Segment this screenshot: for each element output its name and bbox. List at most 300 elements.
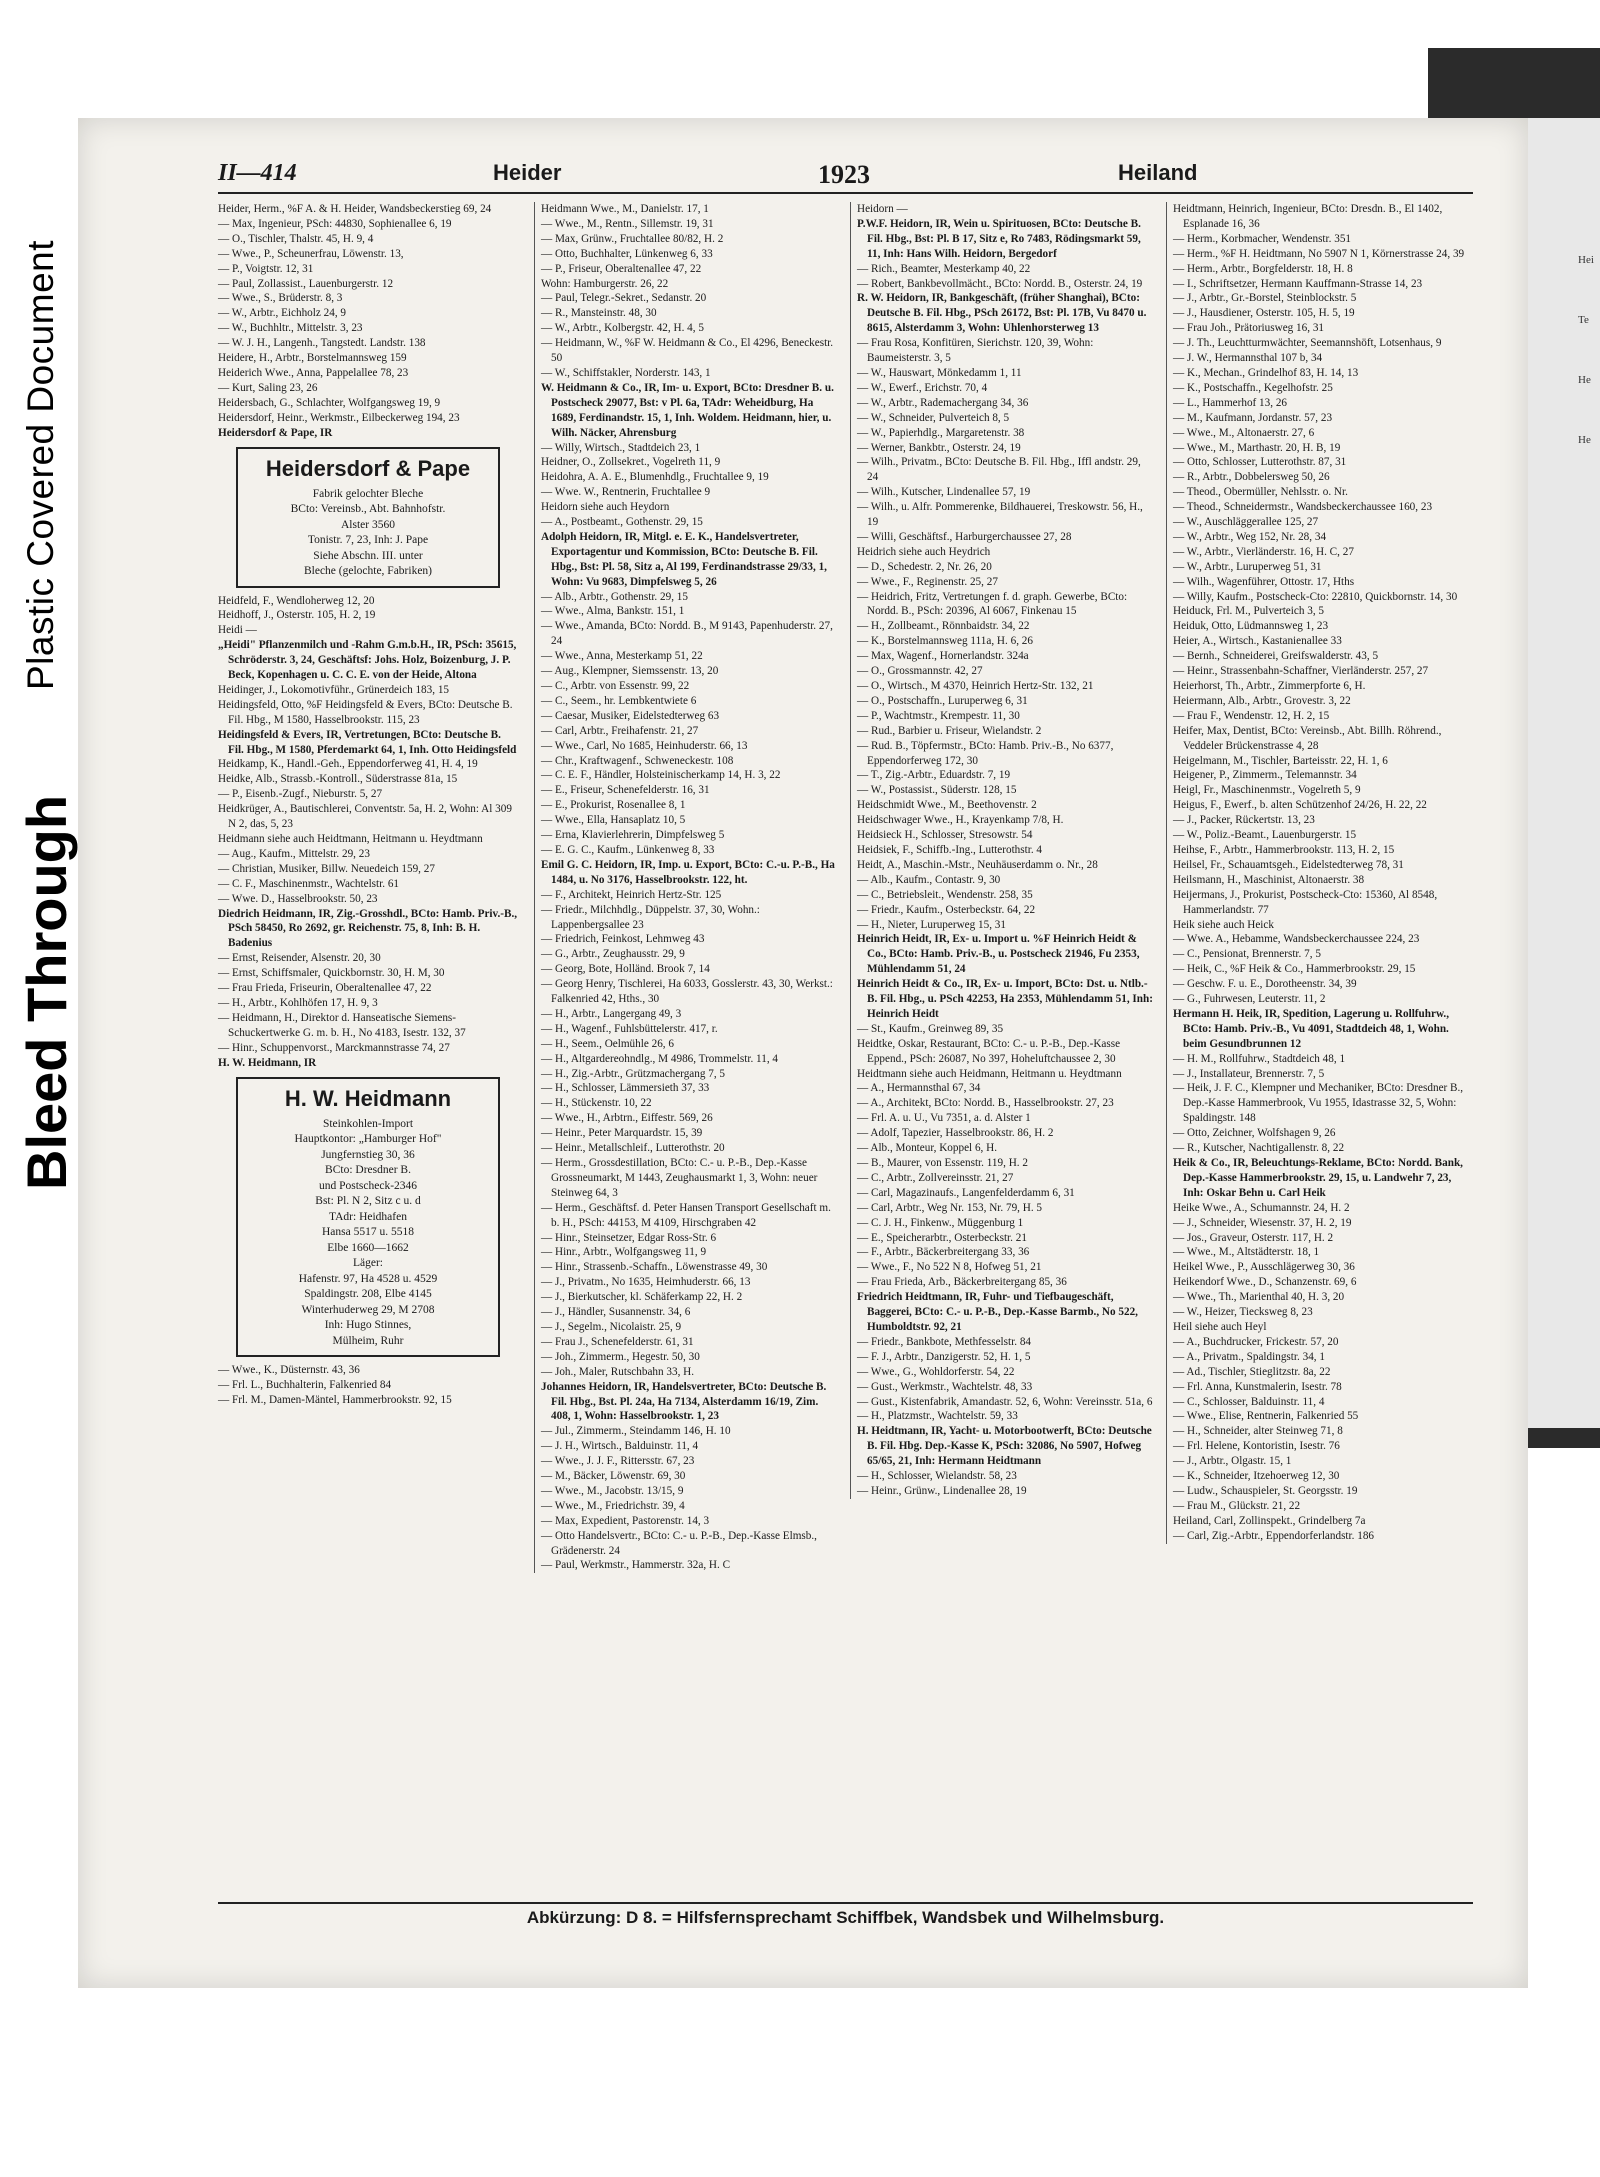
directory-entry: — St., Kaufm., Greinweg 89, 35 <box>857 1022 1004 1035</box>
directory-entry: Heidsiek, F., Schiffb.-Ing., Lutterothstr. 4 <box>857 843 1043 856</box>
directory-entry: Wohn: Hamburgerstr. 26, 22 <box>541 277 669 290</box>
page-header <box>218 158 1473 194</box>
header-year: 1923 <box>818 160 870 189</box>
directory-entry: — Hinr., Steinsetzer, Edgar Ross-Str. 6 <box>541 1231 717 1244</box>
directory-entry: — Jul., Zimmerm., Steindamm 146, H. 10 <box>541 1425 731 1438</box>
directory-entry: — Wwe., Th., Marienthal 40, H. 3, 20 <box>1173 1291 1345 1304</box>
directory-entry: Friedrich Heidtmann, IR, Fuhr- und Tiefbaugeschäft, Baggerei, BCto: C.- u. P.-B., Dep.-Kasse Barmb., No 522, Humboldtstr. 92, 21 <box>857 1291 1138 1333</box>
advertisement-line: TAdr: Heidhafen <box>329 1210 407 1223</box>
advertisement-line: BCto: Vereinsb., Abt. Bahnhofstr. <box>290 503 446 515</box>
directory-entry: — Georg, Bote, Holländ. Brook 7, 14 <box>541 963 710 976</box>
directory-entry: — Wwe., M., Altonaerstr. 27, 6 <box>1173 426 1315 439</box>
directory-entry: — Hinr., Schuppenvorst., Marckmannstrasse 74, 27 <box>218 1041 450 1054</box>
directory-entry: — C. E. F., Händler, Holsteinischerkamp 14, H. 3, 22 <box>541 769 781 782</box>
directory-entry: — Wwe., H., Arbtrn., Eiffestr. 569, 26 <box>541 1112 713 1125</box>
directory-entry: — J., Schneider, Wiesenstr. 37, H. 2, 19 <box>1173 1216 1352 1229</box>
directory-entry: H. Heidtmann, IR, Yacht- u. Motorbootwerft, BCto: Deutsche B. Fil. Hbg. Dep.-Kasse K, PSch: 32086, No 5907, Hofweg 65/65, 21, Inh: Hermann Heidtmann <box>857 1425 1152 1468</box>
directory-entry: — Wwe., K., Düsternstr. 43, 36 <box>218 1364 360 1376</box>
directory-entry: — Wwe., P., Scheunerfrau, Löwenstr. 13, <box>218 247 404 260</box>
directory-entry: — W., Hauswart, Mönkedamm 1, 11 <box>857 366 1022 379</box>
directory-entry: — F., Arbtr., Bäckerbreitergang 33, 36 <box>857 1246 1030 1259</box>
advertisement-line: Steinkohlen-Import <box>322 1117 414 1130</box>
directory-entry: P.W.F. Heidorn, IR, Wein u. Spirituosen, BCto: Deutsche B. Fil. Hbg., Bst: Pl. B 17, Sitz e, Ro 7483, Rödingsmarkt 59, 11, Inh: Hans Wilh. Heidorn, Bergedorf <box>857 217 1141 260</box>
advertisement-line: Winterhuderweg 29, M 2708 <box>301 1303 435 1316</box>
advertisement-line: Inh: Hugo Stinnes, <box>324 1319 412 1331</box>
page-content <box>218 158 1473 1938</box>
directory-entry: — Jos., Graveur, Osterstr. 117, H. 2 <box>1173 1231 1334 1244</box>
directory-entry: Heidhoff, J., Osterstr. 105, H. 2, 19 <box>218 609 376 622</box>
directory-entry: — Frl. Anna, Kunstmalerin, Isestr. 78 <box>1173 1380 1342 1393</box>
directory-entry: — Otto, Buchhalter, Lünkenweg 6, 33 <box>541 247 713 260</box>
column-4 <box>1166 202 1473 1544</box>
directory-entry: — W., Buchhltr., Mittelstr. 3, 23 <box>218 322 363 335</box>
directory-entry: — Frau J., Schenefelderstr. 61, 31 <box>541 1335 694 1348</box>
directory-entry: — O., Postschaffn., Luruperweg 6, 31 <box>857 694 1028 707</box>
directory-entry: — Max, Grünw., Fruchtallee 80/82, H. 2 <box>541 232 724 245</box>
directory-entry: — Alb., Monteur, Koppel 6, H. <box>857 1142 998 1155</box>
directory-entry: — Carl, Zig.-Arbtr., Eppendorferlandstr. 186 <box>1173 1529 1375 1542</box>
advertisement-line: Spaldingstr. 208, Elbe 4145 <box>304 1288 432 1300</box>
directory-entry: — F., Architekt, Heinrich Hertz-Str. 125 <box>541 888 722 901</box>
header-left-word: Heider <box>493 160 562 185</box>
directory-entry: — M., Bäcker, Löwenstr. 69, 30 <box>541 1470 686 1483</box>
directory-entry: — J., Arbtr., Olgastr. 15, 1 <box>1173 1455 1292 1468</box>
directory-entry: — W., Arbtr., Weg 152, Nr. 28, 34 <box>1173 530 1327 543</box>
directory-entry: — W., Papierhdlg., Margaretenstr. 38 <box>857 426 1025 439</box>
directory-entry: Heikendorf Wwe., D., Schanzenstr. 69, 6 <box>1173 1276 1357 1289</box>
directory-entry: Heidersdorf, Heinr., Werkmstr., Eilbeckerweg 194, 23 <box>218 411 460 424</box>
directory-entry: — Kurt, Saling 23, 26 <box>218 381 318 394</box>
directory-entry: Heierhorst, Th., Arbtr., Zimmerpforte 6, H. <box>1173 680 1366 692</box>
adjacent-text-4: He <box>1578 434 1591 446</box>
directory-entry: — Wwe., Carl, No 1685, Heinhuderstr. 66, 13 <box>541 739 748 752</box>
directory-entry: — Ad., Tischler, Stieglitzstr. 8a, 22 <box>1173 1365 1331 1378</box>
directory-entry: — Paul, Werkmstr., Hammerstr. 32a, H. C <box>541 1559 731 1572</box>
directory-entry: — Herm., Geschäftsf. d. Peter Hansen Transport Gesellschaft m. b. H., PSch: 44153, M 4109, Hirschgraben 42 <box>541 1201 831 1229</box>
directory-entry: Heidmann siehe auch Heidtmann, Heitmann u. Heydtmann <box>218 833 483 845</box>
directory-entry: — Herm., Grossdestillation, BCto: C.- u. P.-B., Dep.-Kasse Grossneumarkt, M 1443, Zeughausmarkt 1, 3, Wohn: neuer Steinweg 64, 3 <box>541 1157 818 1199</box>
directory-entry: — H., Nieter, Luruperweg 15, 31 <box>857 918 1006 931</box>
directory-entry: — O., Tischler, Thalstr. 45, H. 9, 4 <box>218 232 374 245</box>
directory-entry: Heil siehe auch Heyl <box>1173 1320 1267 1333</box>
directory-entry: — A., Hermannsthal 67, 34 <box>857 1082 981 1095</box>
directory-entry: — F. J., Arbtr., Danzigerstr. 52, H. 1, 5 <box>857 1350 1031 1363</box>
directory-entry: — J. W., Hermannsthal 107 b, 34 <box>1173 352 1323 365</box>
directory-entry: — P., Voigtstr. 12, 31 <box>218 262 314 275</box>
directory-entry: — Ludw., Schauspieler, St. Georgsstr. 19 <box>1173 1484 1358 1497</box>
column-1 <box>218 202 518 1408</box>
directory-entry: — Hinr., Arbtr., Wolfgangsweg 11, 9 <box>541 1246 707 1259</box>
directory-entry: — Robert, Bankbevollmächt., BCto: Nordd. B., Osterstr. 24, 19 <box>857 277 1143 290</box>
directory-entry: Heidrich siehe auch Heydrich <box>857 545 991 558</box>
directory-entry: — G., Arbtr., Zeughausstr. 29, 9 <box>541 948 685 961</box>
directory-entry: — Wwe., M., Altstädterstr. 18, 1 <box>1173 1246 1320 1259</box>
directory-entry: — Wwe., Anna, Mesterkamp 51, 22 <box>541 650 703 663</box>
directory-entry: — Heinr., Metallschleif., Lutterothstr. 20 <box>541 1142 725 1155</box>
directory-entry: — Gust., Kistenfabrik, Amandastr. 52, 6, Wohn: Vereinsstr. 51a, 6 <box>857 1395 1153 1408</box>
directory-entry: — H., Platzmstr., Wachtelstr. 59, 33 <box>857 1410 1018 1423</box>
directory-entry: — Wwe., J. J. F., Rittersstr. 67, 23 <box>541 1455 695 1468</box>
directory-entry: Heigus, F., Ewerf., b. alten Schützenhof 24/26, H. 22, 22 <box>1173 799 1427 812</box>
directory-entry: — Herm., Arbtr., Borgfelderstr. 18, H. 8 <box>1173 262 1353 275</box>
directory-entry: — W. J. H., Langenh., Tangstedt. Landstr. 138 <box>218 337 426 350</box>
directory-entry: W. Heidmann & Co., IR, Im- u. Export, BCto: Dresdner B. u. Postscheck 29077, Bst: v Pl. 6a, TAdr: Weheidburg, Ha 1689, Ferdinandstr. 15, 1, Inh. Woldem. Heidmann, hier, u. Wilh. Näcker, Ahrensburg <box>541 381 834 439</box>
directory-entry: — Heik, C., %F Heik & Co., Hammerbrookstr. 29, 15 <box>1173 963 1416 976</box>
directory-entry: — C., Arbtr. von Essenstr. 99, 22 <box>541 680 690 692</box>
directory-entry: — W., Arbtr., Rademachergang 34, 36 <box>857 396 1029 409</box>
directory-entry: — K., Postschaffn., Kegelhofstr. 25 <box>1173 381 1333 394</box>
directory-entry: — C. J. H., Finkenw., Müggenburg 1 <box>857 1216 1024 1229</box>
directory-entry: — Frau Frieda, Friseurin, Oberaltenallee 47, 22 <box>218 982 432 995</box>
directory-entry: Heidtmann siehe auch Heidmann, Heitmann u. Heydtmann <box>857 1067 1122 1080</box>
footer-abbreviation: Abkürzung: D 8. = Hilfsfernsprechamt Schiffbek, Wandsbek und Wilhelmsburg. <box>218 1902 1473 1928</box>
page-number: II—414 <box>218 160 297 186</box>
directory-entry: — J., Bierkutscher, kl. Schäferkamp 22, H. 2 <box>541 1291 743 1304</box>
advertisement-line: Bleche (gelochte, Fabriken) <box>303 565 433 577</box>
directory-entry: — Alb., Kaufm., Contastr. 9, 30 <box>857 873 1001 886</box>
directory-entry: Heilsel, Fr., Schauamtsgeh., Eidelstedterweg 78, 31 <box>1173 858 1404 871</box>
directory-entry: — C., Pensionat, Brennerstr. 7, 5 <box>1173 948 1321 961</box>
directory-entry: — J., Segelm., Nicolaistr. 25, 9 <box>541 1320 682 1333</box>
directory-entry: Heidsieck H., Schlosser, Stresowstr. 54 <box>857 829 1033 842</box>
side-labels <box>0 150 80 1200</box>
directory-entry: — Heidmann, H., Direktor d. Hanseatische Siemens-Schuckertwerke G. m. b. H., No 4183, Isestr. 132, 37 <box>218 1011 466 1039</box>
directory-entry: — E. G. C., Kaufm., Lünkenweg 8, 33 <box>541 843 715 856</box>
directory-entry: — J., Hausdiener, Osterstr. 105, H. 5, 19 <box>1173 307 1355 320</box>
directory-entry: — Georg Henry, Tischlerei, Ha 6033, Gosslerstr. 43, 30, Werkst.: Falkenried 42, Hths., 30 <box>541 978 833 1006</box>
directory-entry: — Heinr., Peter Marquardstr. 15, 39 <box>541 1127 703 1140</box>
directory-entry: Heigener, P., Zimmerm., Telemannstr. 34 <box>1173 769 1357 782</box>
directory-entry: — H., Schlosser, Wielandstr. 58, 23 <box>857 1470 1017 1483</box>
column-3 <box>850 202 1153 1499</box>
directory-entry: — W., Schneider, Pulverteich 8, 5 <box>857 411 1010 424</box>
directory-entry: — Theod., Obermüller, Nehlsstr. o. Nr. <box>1173 486 1348 499</box>
directory-entry: — H., Arbtr., Kohlhöfen 17, H. 9, 3 <box>218 996 378 1009</box>
directory-entry: Heidschmidt Wwe., M., Beethovenstr. 2 <box>857 799 1037 812</box>
directory-entry: — Frl. Helene, Kontoristin, Isestr. 76 <box>1173 1440 1340 1453</box>
directory-entry: Heike Wwe., A., Schumannstr. 24, H. 2 <box>1173 1201 1350 1214</box>
plastic-covered-label: Plastic Covered Document <box>20 239 61 690</box>
directory-entry: — A., Buchdrucker, Frickestr. 57, 20 <box>1173 1335 1339 1348</box>
directory-entry: Heidkrüger, A., Bautischlerei, Conventstr. 5a, H. 2, Wohn: Al 309 N 2, das, 5, 23 <box>218 803 512 831</box>
directory-entry: — Paul, Zollassist., Lauenburgerstr. 12 <box>218 277 394 290</box>
directory-entry: — G., Fuhrwesen, Leuterstr. 11, 2 <box>1173 993 1326 1006</box>
directory-entry: — Joh., Maler, Rutschbahn 33, H. <box>541 1365 695 1378</box>
directory-entry: — Caesar, Musiker, Eidelstedterweg 63 <box>541 709 720 722</box>
directory-entry: — Chr., Kraftwagenf., Schweneckestr. 108 <box>541 754 734 767</box>
directory-entry: Heidersbach, G., Schlachter, Wolfgangsweg 19, 9 <box>218 396 441 409</box>
header-right-word: Heiland <box>1118 160 1198 185</box>
directory-entry: — H., Stückenstr. 10, 22 <box>541 1097 652 1110</box>
directory-entry: Heidschwager Wwe., H., Krayenkamp 7/8, H. <box>857 814 1064 827</box>
directory-entry: Diedrich Heidmann, IR, Zig.-Grosshdl., BCto: Hamb. Priv.-B., PSch 58450, Ro 2692, gr. Reichenstr. 75, 8, Inh: B. H. Badenius <box>218 907 518 950</box>
advertisement-box <box>236 1077 500 1358</box>
advertisement-line: und Postscheck-2346 <box>318 1179 418 1192</box>
directory-entry: — Willi, Geschäftsf., Harburgerchaussee 27, 28 <box>857 530 1072 543</box>
directory-entry: — Otto, Zeichner, Wolfshagen 9, 26 <box>1173 1127 1336 1140</box>
directory-entry: — Friedrich, Feinkost, Lehmweg 43 <box>541 933 705 946</box>
directory-entry: — Wwe., F., No 522 N 8, Hofweg 51, 21 <box>857 1261 1042 1274</box>
bleed-through-label: Bleed Through <box>15 794 78 1190</box>
advertisement-line: Bst: Pl. N 2, Sitz c u. d <box>315 1195 421 1207</box>
directory-entry: Johannes Heidorn, IR, Handelsvertreter, BCto: Deutsche B. Fil. Hbg., Bst. Pl. 24a, Ha 7134, Alsterdamm 16/19, Zim. 408, 1, Wohn: Hasselbrookstr. 1, 23 <box>541 1380 827 1423</box>
directory-entry: — J., Privatm., No 1635, Heimhuderstr. 66, 13 <box>541 1276 751 1289</box>
directory-entry: — Herm., Korbmacher, Wendenstr. 351 <box>1173 232 1352 245</box>
directory-entry: — Frl. A. u. U., Vu 7351, a. d. Alster 1 <box>857 1112 1031 1125</box>
directory-entry: — K., Schneider, Itzehoerweg 12, 30 <box>1173 1470 1340 1483</box>
advertisement-line: Alster 3560 <box>341 518 395 531</box>
directory-entry: — H., Arbtr., Langergang 49, 3 <box>541 1007 682 1020</box>
directory-entry: — Frau Frieda, Arb., Bäckerbreitergang 85, 36 <box>857 1276 1067 1289</box>
directory-entry: — Carl, Arbtr., Freihafenstr. 21, 27 <box>541 724 699 737</box>
directory-entry: — Friedr., Milchhdlg., Düppelstr. 37, 30, Wohn.: Lappenbergsallee 23 <box>541 903 760 931</box>
directory-entry: — C., Arbtr., Zollvereinsstr. 21, 27 <box>857 1171 1014 1184</box>
directory-entry: Hermann H. Heik, IR, Spedition, Lagerung u. Rollfuhrw., BCto: Hamb. Priv.-B., Vu 4091, Stadtdeich 48, 1, Wohn. beim Gesundbrunnen 12 <box>1173 1007 1449 1050</box>
directory-entry: — Carl, Magazinaufs., Langenfelderdamm 6, 31 <box>857 1186 1075 1199</box>
directory-entry: — Paul, Telegr.-Sekret., Sedanstr. 20 <box>541 292 707 305</box>
directory-entry: Heidmann Wwe., M., Danielstr. 17, 1 <box>541 203 709 215</box>
directory-entry: — J., Arbtr., Gr.-Borstel, Steinblockstr. 5 <box>1173 292 1357 305</box>
directory-entry: Heigelmann, M., Tischler, Barteisstr. 22, H. 1, 6 <box>1173 754 1388 767</box>
directory-entry: — W., Heizer, Tiecksweg 8, 23 <box>1173 1306 1313 1319</box>
directory-entry: Heilsmann, H., Maschinist, Altonaerstr. 38 <box>1173 873 1365 886</box>
directory-entry: — Wilh., Privatm., BCto: Deutsche B. Fil. Hbg., Iffl andstr. 29, 24 <box>857 456 1141 484</box>
advertisement-line: Jungfernstieg 30, 36 <box>321 1148 415 1161</box>
directory-entry: — Heik, J. F. C., Klempner und Mechaniker, BCto: Dresdner B., Dep.-Kasse Hammerbrook, Vu 1955, Idastrasse 32, 5, Wohn: Spaldingstr. 148 <box>1173 1082 1464 1125</box>
directory-entry: — Wwe., Alma, Bankstr. 151, 1 <box>541 605 685 618</box>
directory-entry: Adolph Heidorn, IR, Mitgl. e. E. K., Handelsvertreter, Exportagentur und Kommission, BCto: Deutsche B. Fil. Hbg., Bst: Pl. 58, Sitz a, Al 199, Ferdinandstrasse 29/33, 1, Wohn: Vu 9683, Dimpfelsweg 5, 26 <box>541 530 827 588</box>
directory-entry: Heifer, Max, Dentist, BCto: Vereinsb., Abt. Billh. Röhrend., Veddeler Brückenstrasse 4, 28 <box>1173 724 1442 752</box>
advertisement-line: Hansa 5517 u. 5518 <box>322 1226 414 1238</box>
directory-entry: — A., Architekt, BCto: Nordd. B., Hasselbrookstr. 27, 23 <box>857 1097 1114 1110</box>
directory-entry: — Aug., Klempner, Siemssenstr. 13, 20 <box>541 665 719 678</box>
directory-entry: — Frl. L., Buchhalterin, Falkenried 84 <box>218 1378 392 1391</box>
directory-entry: — Carl, Arbtr., Weg Nr. 153, Nr. 79, H. 5 <box>857 1201 1043 1214</box>
directory-entry: — A., Postbeamt., Gothenstr. 29, 15 <box>541 516 703 529</box>
directory-entry: — Frau F., Wendenstr. 12, H. 2, 15 <box>1173 709 1330 722</box>
directory-entry: — Wwe., M., Marthastr. 20, H. B, 19 <box>1173 441 1341 454</box>
directory-entry: — J. H., Wirtsch., Balduinstr. 11, 4 <box>541 1440 699 1453</box>
directory-entry: — Theod., Schneidermstr., Wandsbeckerchaussee 160, 23 <box>1173 501 1433 514</box>
directory-entry: — P., Friseur, Oberaltenallee 47, 22 <box>541 262 702 275</box>
directory-entry: Heihse, F., Arbtr., Hammerbrookstr. 113, H. 2, 15 <box>1173 843 1395 856</box>
directory-entry: Heik & Co., IR, Beleuchtungs-Reklame, BCto: Nordd. Bank, Dep.-Kasse Hammerbrookstr. 29, 15, u. Landwehr 7, 23, Inh: Oskar Behn u. Carl Heik <box>1173 1157 1463 1199</box>
directory-entry: — H., Zollbeamt., Rönnbaidstr. 34, 22 <box>857 620 1030 633</box>
directory-entry: — Wwe., Ella, Hansaplatz 10, 5 <box>541 814 686 827</box>
directory-entry: — Max, Wagenf., Hornerlandstr. 324a <box>857 650 1029 663</box>
directory-entry: — Heidmann, W., %F W. Heidmann & Co., El 4296, Beneckestr. 50 <box>541 337 834 365</box>
directory-entry: — W., Schiffstakler, Norderstr. 143, 1 <box>541 366 711 379</box>
advertisement-box <box>236 447 500 588</box>
directory-entry: — Wwe., F., Reginenstr. 25, 27 <box>857 575 998 588</box>
directory-entry: — W., Ewerf., Erichstr. 70, 4 <box>857 381 988 394</box>
directory-entry: — Wwe. A., Hebamme, Wandsbeckerchaussee 224, 23 <box>1173 933 1420 946</box>
adjacent-text-3: He <box>1578 374 1591 386</box>
directory-entry: — Otto, Schlosser, Lutterothstr. 87, 31 <box>1173 456 1347 469</box>
directory-entry: Heinrich Heidt, IR, Ex- u. Import u. %F Heinrich Heidt & Co., BCto: Hamb. Priv.-B., u. Postscheck 21946, Fu 2353, Mühlendamm 51, 24 <box>857 933 1140 976</box>
directory-entry: — C. F., Maschinenmstr., Wachtelstr. 61 <box>218 877 400 890</box>
directory-entry: Heidere, H., Arbtr., Borstelmannsweg 159 <box>218 352 407 365</box>
directory-entry: — Heinr., Strassenbahn-Schaffner, Vierländerstr. 257, 27 <box>1173 665 1429 678</box>
directory-entry: — K., Borstelmannsweg 111a, H. 6, 26 <box>857 635 1033 648</box>
directory-entry: — Geschw. F. u. E., Dorotheenstr. 34, 39 <box>1173 978 1357 991</box>
directory-entry: — Friedr., Kaufm., Osterbeckstr. 64, 22 <box>857 903 1036 916</box>
directory-entry: — W., Poliz.-Beamt., Lauenburgerstr. 15 <box>1173 829 1357 842</box>
directory-entry: — Wwe., M., Jacobstr. 13/15, 9 <box>541 1484 684 1497</box>
directory-entry: — Rud. B., Töpfermstr., BCto: Hamb. Priv.-B., No 6377, Eppendorferweg 172, 30 <box>857 739 1114 767</box>
directory-entry: — Adolf, Tapezier, Hasselbrookstr. 86, H. 2 <box>857 1127 1054 1140</box>
directory-entry: „Heidi" Pflanzenmilch und -Rahm G.m.b.H., IR, PSch: 35615, Schröderstr. 3, 24, Geschäftsf: Johs. Holz, Boizenburg, J. P. Beck, Kopenhagen u. C. C. E. von der Heide, Altona <box>218 639 517 682</box>
directory-entry: — Wwe., S., Brüderstr. 8, 3 <box>218 292 343 305</box>
directory-entry: Heik siehe auch Heick <box>1173 918 1274 931</box>
advertisement-line: Elbe 1660—1662 <box>327 1241 409 1254</box>
directory-entry: — B., Maurer, von Essenstr. 119, H. 2 <box>857 1157 1028 1169</box>
directory-entry: Heidohra, A. A. E., Blumenhdlg., Fruchtallee 9, 19 <box>541 471 769 484</box>
directory-entry: — E., Prokurist, Rosenallee 8, 1 <box>541 799 686 812</box>
directory-entry: — Rich., Beamter, Mesterkamp 40, 22 <box>857 262 1031 275</box>
advertisement-line: BCto: Dresdner B. <box>325 1164 411 1176</box>
directory-entry: — A., Privatm., Spaldingstr. 34, 1 <box>1173 1350 1325 1363</box>
adjacent-text-2: Te <box>1578 314 1589 326</box>
directory-entry: — E., Friseur, Schenefelderstr. 16, 31 <box>541 784 710 797</box>
directory-entry: — W., Arbtr., Luruperweg 51, 31 <box>1173 560 1322 573</box>
directory-entry: — Wwe., M., Rentn., Sillemstr. 19, 31 <box>541 217 714 230</box>
directory-entry: Heinrich Heidt & Co., IR, Ex- u. Import, BCto: Dst. u. Ntlb.-B. Fil. Hbg., u. PSch 42253, Ha 2353, Mühlendamm 51, Inh: Heinrich Heidt <box>857 978 1153 1020</box>
adjacent-page-text <box>1578 230 1600 470</box>
directory-entry: Heiduck, Frl. M., Pulverteich 3, 5 <box>1173 605 1325 618</box>
directory-entry: — W., Arbtr., Eichholz 24, 9 <box>218 307 347 320</box>
directory-entry: — H., Schlosser, Lämmersieth 37, 33 <box>541 1082 710 1095</box>
directory-entry: — Otto Handelsvertr., BCto: C.- u. P.-B., Dep.-Kasse Elmsb., Grädenerstr. 24 <box>541 1529 817 1557</box>
directory-entry: — W., Arbtr., Kolbergstr. 42, H. 4, 5 <box>541 322 704 335</box>
directory-entry: Heidingsfeld & Evers, IR, Vertretungen, BCto: Deutsche B. Fil. Hbg., M 1580, Pferdemarkt 64, 1, Inh. Otto Heidingsfeld <box>218 728 517 756</box>
directory-entry: — H., Wagenf., Fuhlsbüttelerstr. 417, r. <box>541 1022 718 1035</box>
directory-entry: — J., Packer, Rückertstr. 13, 23 <box>1173 814 1315 827</box>
directory-entry: — P., Eisenb.-Zugf., Nieburstr. 5, 27 <box>218 788 383 801</box>
directory-entry: — O., Grossmannstr. 42, 27 <box>857 665 983 678</box>
directory-entry: — Willy, Wirtsch., Stadtdeich 23, 1 <box>541 441 701 454</box>
directory-entry: Heiland, Carl, Zollinspekt., Grindelberg 7a <box>1173 1514 1366 1527</box>
directory-entry: — E., Speicherarbtr., Osterbeckstr. 21 <box>857 1231 1027 1244</box>
advertisement-line: Mülheim, Ruhr <box>332 1334 404 1347</box>
directory-entry: R. W. Heidorn, IR, Bankgeschäft, (früher Shanghai), BCto: Deutsche B. Fil. Hbg., PSch 26172, Bst: Pl. 17B, Vu 8470 u. 8615, Alsterdamm 3, Wohn: Uhlenhorsterweg 13 <box>857 292 1147 335</box>
directory-entry: — W., Arbtr., Vierländerstr. 16, H. C, 27 <box>1173 545 1354 558</box>
directory-entry: — Wwe., M., Friedrichstr. 39, 4 <box>541 1499 685 1512</box>
directory-entry: — K., Mechan., Grindelhof 83, H. 14, 13 <box>1173 366 1359 379</box>
directory-entry: Heier, A., Wirtsch., Kastanienallee 33 <box>1173 635 1342 648</box>
directory-entry: — Ernst, Schiffsmaler, Quickbornstr. 30, H. M, 30 <box>218 967 445 980</box>
directory-entry: — Wwe., Elise, Rentnerin, Falkenried 55 <box>1173 1410 1359 1423</box>
adjacent-text-1: Hei <box>1578 254 1594 266</box>
directory-entry: — Wilh., Kutscher, Lindenallee 57, 19 <box>857 486 1031 499</box>
directory-entry: — J., Händler, Susannenstr. 34, 6 <box>541 1306 691 1319</box>
directory-entry: — Frl. M., Damen-Mäntel, Hammerbrookstr. 92, 15 <box>218 1393 452 1406</box>
directory-entry: Heidtke, Oskar, Restaurant, BCto: C.- u. P.-B., Dep.-Kasse Eppend., PSch: 26087, No 397, Hoheluftchaussee 2, 30 <box>857 1037 1121 1065</box>
directory-entry: Heidingsfeld, Otto, %F Heidingsfeld & Evers, BCto: Deutsche B. Fil. Hbg., M 1580, Hasselbrookstr. 115, 23 <box>218 698 513 726</box>
directory-entry: — Rud., Barbier u. Friseur, Wielandstr. 2 <box>857 724 1042 737</box>
directory-entry: — Max, Ingenieur, PSch: 44830, Sophienallee 6, 19 <box>218 217 452 230</box>
directory-entry: Heidfeld, F., Wendloherweg 12, 20 <box>218 594 375 607</box>
directory-entry: — T., Zig.-Arbtr., Eduardstr. 7, 19 <box>857 769 1011 782</box>
directory-entry: Heiduk, Otto, Lüdmannsweg 1, 23 <box>1173 620 1329 633</box>
directory-entry: — Herm., %F H. Heidtmann, No 5907 N 1, Körnerstrasse 24, 39 <box>1173 247 1465 260</box>
directory-entry: — J. Th., Leuchtturmwächter, Seemannshöft, Lotsenhaus, 9 <box>1173 337 1442 350</box>
directory-entry: — Aug., Kaufm., Mittelstr. 29, 23 <box>218 847 370 860</box>
directory-entry: — R., Arbtr., Dobbelersweg 50, 26 <box>1173 471 1330 484</box>
directory-entry: — Heidrich, Fritz, Vertretungen f. d. graph. Gewerbe, BCto: Nordd. B., PSch: 20396, Al 6067, Finkenau 15 <box>857 590 1128 618</box>
directory-entry: — Alb., Arbtr., Gothenstr. 29, 15 <box>541 590 688 603</box>
directory-entry: — Wilh., Wagenführer, Ottostr. 17, Hths <box>1173 575 1355 588</box>
directory-entry: Heikel Wwe., P., Ausschlägerweg 30, 36 <box>1173 1261 1355 1274</box>
advertisement-line: Tonistr. 7, 23, Inh: J. Pape <box>307 534 429 546</box>
directory-entry: — I., Schriftsetzer, Hermann Kauffmann-Strasse 14, 23 <box>1173 277 1423 290</box>
advertisement-line: Hauptkontor: „Hamburger Hof" <box>294 1133 442 1145</box>
directory-entry: — Friedr., Bankbote, Methfesselstr. 84 <box>857 1335 1032 1348</box>
directory-entry: Heider, Herm., %F A. & H. Heider, Wandsbeckerstieg 69, 24 <box>218 203 492 215</box>
directory-page <box>78 118 1528 1988</box>
directory-entry: Heiermann, Alb., Arbtr., Grovestr. 3, 22 <box>1173 694 1351 707</box>
directory-entry: H. W. Heidmann, IR <box>218 1056 317 1069</box>
directory-entry: — Joh., Zimmerm., Hegestr. 50, 30 <box>541 1350 700 1363</box>
directory-entry: Heidt, A., Maschin.-Mstr., Neuhäuserdamm o. Nr., 28 <box>857 858 1098 871</box>
directory-entry: — O., Wirtsch., M 4370, Heinrich Hertz-Str. 132, 21 <box>857 680 1094 692</box>
advertisement-line: Siehe Abschn. III. unter <box>313 549 423 562</box>
directory-entry: — R., Mansteinstr. 48, 30 <box>541 307 657 320</box>
directory-entry: Heidorn — <box>857 203 908 215</box>
directory-entry: — Wwe. W., Rentnerin, Fruchtallee 9 <box>541 486 711 499</box>
directory-entry: — Frau Rosa, Konfitüren, Sierichstr. 120, 39, Wohn: Baumeisterstr. 3, 5 <box>857 337 1094 365</box>
directory-entry: — D., Schedestr. 2, Nr. 26, 20 <box>857 560 992 573</box>
directory-entry: Heijermans, J., Prokurist, Postscheck-Cto: 15360, Al 8548, Hammerlandstr. 77 <box>1173 888 1438 916</box>
directory-entry: — Hinr., Strassenb.-Schaffn., Löwenstrasse 49, 30 <box>541 1261 768 1274</box>
directory-entry: — H., Zig.-Arbtr., Grützmachergang 7, 5 <box>541 1067 726 1080</box>
advertisement-line: Fabrik gelochter Bleche <box>312 487 424 500</box>
directory-entry: — Erna, Klavierlehrerin, Dimpfelsweg 5 <box>541 829 725 842</box>
directory-entry: — C., Seem., hr. Lembkentwiete 6 <box>541 694 697 707</box>
advertisement-title: Heidersdorf & Pape <box>265 455 471 481</box>
directory-columns <box>218 202 1473 1897</box>
directory-entry: Emil G. C. Heidorn, IR, Imp. u. Export, BCto: C.-u. P.-B., Ha 1484, u. No 3176, Hasselbrookstr. 122, ht. <box>541 858 835 886</box>
directory-entry: — Bernh., Schneiderei, Greifswalderstr. 43, 5 <box>1173 650 1379 663</box>
directory-entry: Heidinger, J., Lokomotivführ., Grünerdeich 183, 15 <box>218 683 450 696</box>
directory-entry: — Frau M., Glückstr. 21, 22 <box>1173 1499 1301 1512</box>
directory-entry: — Wilh., u. Alfr. Pommerenke, Bildhauerei, Treskowstr. 56, H., 19 <box>857 501 1143 529</box>
directory-entry: — Gust., Werkmstr., Wachtelstr. 48, 33 <box>857 1380 1033 1393</box>
directory-entry: — R., Kutscher, Nachtigallenstr. 8, 22 <box>1173 1142 1345 1155</box>
directory-entry: — H., Schneider, alter Steinweg 71, 8 <box>1173 1425 1343 1438</box>
directory-entry: Heidersdorf & Pape, IR <box>218 426 333 439</box>
directory-entry: — Christian, Musiker, Billw. Neuedeich 159, 27 <box>218 862 435 875</box>
directory-entry: — H., Seem., Oelmühle 26, 6 <box>541 1037 674 1050</box>
directory-entry: Heidorn siehe auch Heydorn <box>541 501 670 514</box>
directory-entry: — Wwe., G., Wohldorferstr. 54, 22 <box>857 1365 1015 1378</box>
directory-entry: — W., Auschläggerallee 125, 27 <box>1173 516 1319 529</box>
directory-entry: — Werner, Bankbtr., Osterstr. 24, 19 <box>857 441 1021 454</box>
directory-entry: — P., Wachtmstr., Krempestr. 11, 30 <box>857 709 1020 722</box>
directory-entry: Heidke, Alb., Strassb.-Kontroll., Süderstrasse 81a, 15 <box>218 773 458 786</box>
directory-entry: — H. M., Rollfuhrw., Stadtdeich 48, 1 <box>1173 1052 1346 1065</box>
directory-entry: — Frau Joh., Prätoriusweg 16, 31 <box>1173 322 1325 335</box>
directory-entry: Heiderich Wwe., Anna, Pappelallee 78, 23 <box>218 366 409 379</box>
advertisement-title: H. W. Heidmann <box>284 1085 452 1111</box>
directory-entry: Heidi — <box>218 624 257 637</box>
directory-entry: Heidkamp, K., Handl.-Geh., Eppendorferweg 41, H. 4, 19 <box>218 758 478 771</box>
directory-entry: Heidtmann, Heinrich, Ingenieur, BCto: Dresdn. B., El 1402, Esplanade 16, 36 <box>1173 203 1443 230</box>
directory-entry: — Heinr., Grünw., Lindenallee 28, 19 <box>857 1484 1027 1497</box>
directory-entry: — W., Postassist., Süderstr. 128, 15 <box>857 784 1017 797</box>
directory-entry: — M., Kaufmann, Jordanstr. 57, 23 <box>1173 411 1333 424</box>
directory-entry: — Ernst, Reisender, Alsenstr. 20, 30 <box>218 952 381 965</box>
